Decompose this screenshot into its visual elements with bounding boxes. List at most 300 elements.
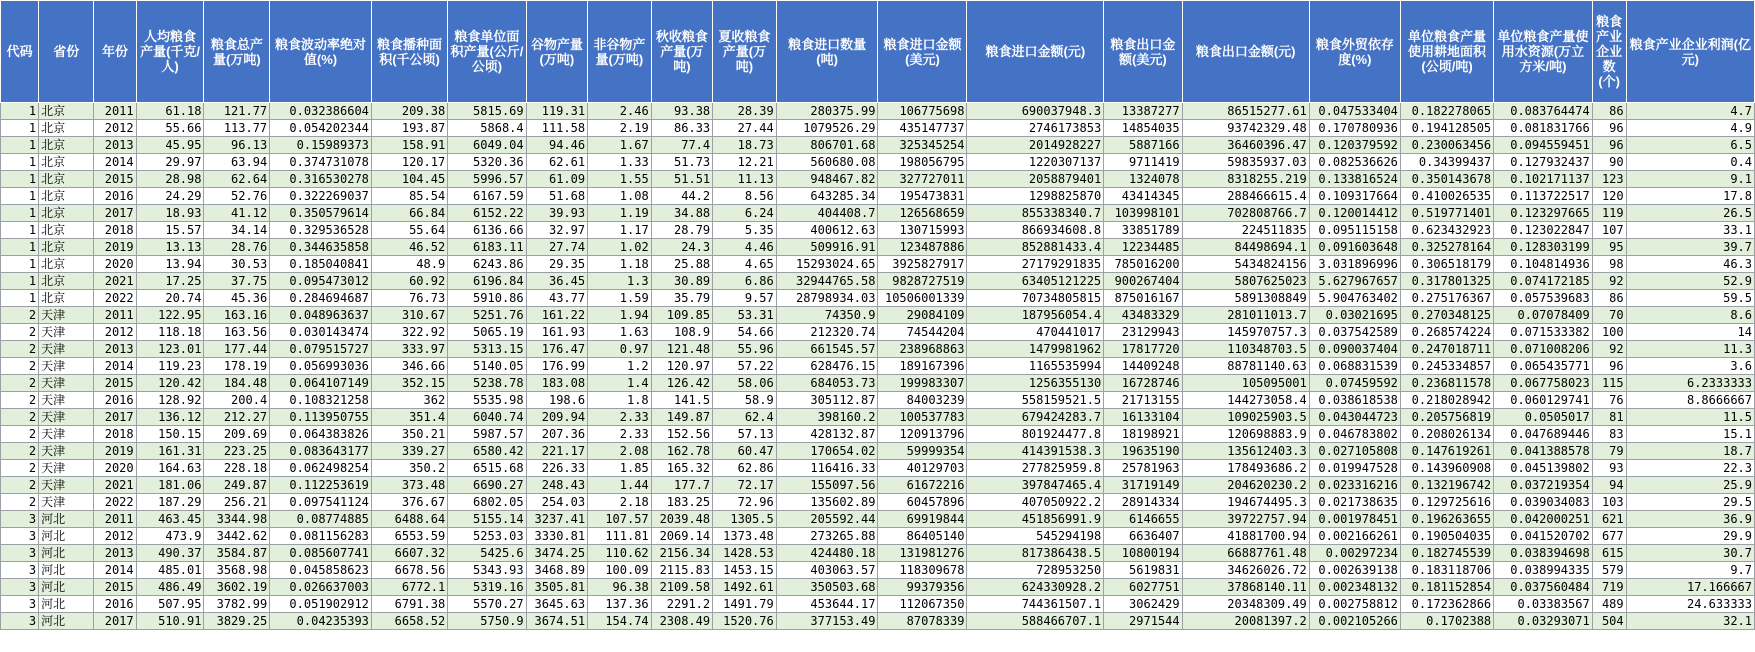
table-cell[interactable]: 817386438.5 — [967, 545, 1104, 562]
table-cell[interactable]: 62.86 — [713, 460, 777, 477]
table-cell[interactable]: 3 — [1, 579, 39, 596]
table-cell[interactable]: 110348703.5 — [1182, 341, 1309, 358]
table-cell[interactable]: 63.94 — [204, 154, 270, 171]
table-cell[interactable]: 2 — [1, 358, 39, 375]
table-cell[interactable]: 5910.86 — [448, 290, 526, 307]
table-cell[interactable]: 333.97 — [371, 341, 447, 358]
table-cell[interactable]: 109.85 — [651, 307, 712, 324]
table-cell[interactable]: 28914334 — [1104, 494, 1182, 511]
table-cell[interactable]: 322.92 — [371, 324, 447, 341]
table-cell[interactable]: 327727011 — [878, 171, 967, 188]
table-cell[interactable]: 33851789 — [1104, 222, 1182, 239]
table-cell[interactable]: 0.185040841 — [270, 256, 372, 273]
table-cell[interactable]: 0.04235393 — [270, 613, 372, 630]
table-cell[interactable]: 2.08 — [588, 443, 652, 460]
table-cell[interactable]: 163.56 — [204, 324, 270, 341]
table-cell[interactable]: 2015 — [94, 375, 136, 392]
table-cell[interactable]: 57.22 — [713, 358, 777, 375]
table-cell[interactable]: 0.196263655 — [1400, 511, 1493, 528]
table-cell[interactable]: 103 — [1592, 494, 1626, 511]
table-cell[interactable]: 天津 — [39, 426, 94, 443]
table-cell[interactable]: 2020 — [94, 256, 136, 273]
table-cell[interactable]: 3674.51 — [526, 613, 587, 630]
table-cell[interactable]: 92 — [1592, 341, 1626, 358]
table-cell[interactable]: 177.44 — [204, 341, 270, 358]
table-cell[interactable]: 0.002639138 — [1309, 562, 1400, 579]
table-cell[interactable]: 5570.27 — [448, 596, 526, 613]
table-cell[interactable]: 85.54 — [371, 188, 447, 205]
table-cell[interactable]: 123487886 — [878, 239, 967, 256]
table-cell[interactable]: 0.172362866 — [1400, 596, 1493, 613]
table-cell[interactable]: 111.81 — [588, 528, 652, 545]
table-cell[interactable]: 2.19 — [588, 120, 652, 137]
table-cell[interactable]: 59.5 — [1626, 290, 1754, 307]
table-cell[interactable]: 228.18 — [204, 460, 270, 477]
table-cell[interactable]: 河北 — [39, 579, 94, 596]
table-cell[interactable]: 0.002166261 — [1309, 528, 1400, 545]
table-cell[interactable]: 2115.83 — [651, 562, 712, 579]
table-cell[interactable]: 2012 — [94, 324, 136, 341]
table-cell[interactable]: 6690.27 — [448, 477, 526, 494]
table-cell[interactable]: 107 — [1592, 222, 1626, 239]
table-cell[interactable]: 62.61 — [526, 154, 587, 171]
table-cell[interactable]: 404408.7 — [776, 205, 878, 222]
table-cell[interactable]: 18.7 — [1626, 443, 1754, 460]
table-cell[interactable]: 5.35 — [713, 222, 777, 239]
table-cell[interactable]: 0.037560484 — [1494, 579, 1593, 596]
table-cell[interactable]: 579 — [1592, 562, 1626, 579]
table-cell[interactable]: 0.07459592 — [1309, 375, 1400, 392]
table-cell[interactable]: 6772.1 — [371, 579, 447, 596]
table-cell[interactable]: 0.120014412 — [1309, 205, 1400, 222]
table-cell[interactable]: 2017 — [94, 409, 136, 426]
table-cell[interactable]: 28798934.03 — [776, 290, 878, 307]
table-cell[interactable]: 350503.68 — [776, 579, 878, 596]
table-cell[interactable]: 0.247018711 — [1400, 341, 1493, 358]
table-cell[interactable]: 0.027105808 — [1309, 443, 1400, 460]
table-cell[interactable]: 2020 — [94, 460, 136, 477]
table-cell[interactable]: 29.9 — [1626, 528, 1754, 545]
table-cell[interactable]: 60457896 — [878, 494, 967, 511]
table-cell[interactable]: 14854035 — [1104, 120, 1182, 137]
table-cell[interactable]: 0.374731078 — [270, 154, 372, 171]
table-cell[interactable]: 6.2333333 — [1626, 375, 1754, 392]
table-cell[interactable]: 62.4 — [713, 409, 777, 426]
table-cell[interactable]: 273265.88 — [776, 528, 878, 545]
table-cell[interactable]: 2.33 — [588, 426, 652, 443]
table-cell[interactable]: 72.17 — [713, 477, 777, 494]
table-cell[interactable]: 0.057539683 — [1494, 290, 1593, 307]
table-cell[interactable]: 120913796 — [878, 426, 967, 443]
table-cell[interactable]: 92 — [1592, 273, 1626, 290]
table-cell[interactable]: 0.045858623 — [270, 562, 372, 579]
table-cell[interactable]: 39722757.94 — [1182, 511, 1309, 528]
table-cell[interactable]: 2.18 — [588, 494, 652, 511]
table-cell[interactable]: 198.6 — [526, 392, 587, 409]
table-cell[interactable]: 43414345 — [1104, 188, 1182, 205]
table-cell[interactable]: 199983307 — [878, 375, 967, 392]
table-cell[interactable]: 119.23 — [136, 358, 204, 375]
table-cell[interactable]: 0.002348132 — [1309, 579, 1400, 596]
table-cell[interactable]: 362 — [371, 392, 447, 409]
table-cell[interactable]: 26.5 — [1626, 205, 1754, 222]
table-cell[interactable]: 2019 — [94, 239, 136, 256]
table-cell[interactable]: 2014 — [94, 154, 136, 171]
table-cell[interactable]: 2018 — [94, 426, 136, 443]
table-cell[interactable]: 9828727519 — [878, 273, 967, 290]
table-cell[interactable]: 2.33 — [588, 409, 652, 426]
table-cell[interactable]: 51.68 — [526, 188, 587, 205]
table-cell[interactable]: 0.085607741 — [270, 545, 372, 562]
table-cell[interactable]: 473.9 — [136, 528, 204, 545]
table-cell[interactable]: 424480.18 — [776, 545, 878, 562]
table-cell[interactable]: 6636407 — [1104, 528, 1182, 545]
table-cell[interactable]: 507.95 — [136, 596, 204, 613]
table-cell[interactable]: 93.38 — [651, 103, 712, 120]
table-cell[interactable]: 96 — [1592, 137, 1626, 154]
table-cell[interactable]: 8.56 — [713, 188, 777, 205]
table-cell[interactable]: 184.48 — [204, 375, 270, 392]
table-cell[interactable]: 2011 — [94, 103, 136, 120]
table-cell[interactable]: 0.042000251 — [1494, 511, 1593, 528]
table-cell[interactable]: 121.48 — [651, 341, 712, 358]
table-cell[interactable]: 83 — [1592, 426, 1626, 443]
table-cell[interactable]: 144273058.4 — [1182, 392, 1309, 409]
table-cell[interactable]: 120 — [1592, 188, 1626, 205]
table-cell[interactable]: 天津 — [39, 494, 94, 511]
table-cell[interactable]: 0.097541124 — [270, 494, 372, 511]
table-cell[interactable]: 6488.64 — [371, 511, 447, 528]
header-cell[interactable]: 粮食产业企业利润(亿元) — [1626, 1, 1754, 103]
table-cell[interactable]: 54.66 — [713, 324, 777, 341]
table-cell[interactable]: 河北 — [39, 528, 94, 545]
table-cell[interactable]: 61.18 — [136, 103, 204, 120]
header-cell[interactable]: 谷物产量(万吨) — [526, 1, 587, 103]
table-cell[interactable]: 2014928227 — [967, 137, 1104, 154]
table-cell[interactable]: 17.25 — [136, 273, 204, 290]
table-cell[interactable]: 河北 — [39, 545, 94, 562]
table-cell[interactable]: 181.06 — [136, 477, 204, 494]
table-cell[interactable]: 15.1 — [1626, 426, 1754, 443]
table-cell[interactable]: 16728746 — [1104, 375, 1182, 392]
table-cell[interactable]: 2 — [1, 494, 39, 511]
table-cell[interactable]: 183.25 — [651, 494, 712, 511]
table-cell[interactable]: 30.89 — [651, 273, 712, 290]
table-cell[interactable]: 0.190504035 — [1400, 528, 1493, 545]
table-cell[interactable]: 36.9 — [1626, 511, 1754, 528]
table-cell[interactable]: 0.002758812 — [1309, 596, 1400, 613]
table-cell[interactable]: 2012 — [94, 120, 136, 137]
table-cell[interactable]: 87078339 — [878, 613, 967, 630]
table-cell[interactable]: 193.87 — [371, 120, 447, 137]
table-cell[interactable]: 1 — [1, 137, 39, 154]
table-cell[interactable]: 325345254 — [878, 137, 967, 154]
table-cell[interactable]: 1298825870 — [967, 188, 1104, 205]
table-cell[interactable]: 61672216 — [878, 477, 967, 494]
table-cell[interactable]: 1.18 — [588, 256, 652, 273]
table-cell[interactable]: 52.9 — [1626, 273, 1754, 290]
table-cell[interactable]: 3344.98 — [204, 511, 270, 528]
table-cell[interactable]: 11.3 — [1626, 341, 1754, 358]
table-cell[interactable]: 104.45 — [371, 171, 447, 188]
table-cell[interactable]: 9711419 — [1104, 154, 1182, 171]
table-cell[interactable]: 3330.81 — [526, 528, 587, 545]
table-cell[interactable]: 北京 — [39, 222, 94, 239]
table-cell[interactable]: 74544204 — [878, 324, 967, 341]
table-cell[interactable]: 509916.91 — [776, 239, 878, 256]
table-cell[interactable]: 351.4 — [371, 409, 447, 426]
table-cell[interactable]: 485.01 — [136, 562, 204, 579]
table-cell[interactable]: 1324078 — [1104, 171, 1182, 188]
table-cell[interactable]: 435147737 — [878, 120, 967, 137]
table-cell[interactable]: 17817720 — [1104, 341, 1182, 358]
table-cell[interactable]: 5887166 — [1104, 137, 1182, 154]
table-cell[interactable]: 60.92 — [371, 273, 447, 290]
table-cell[interactable]: 224511835 — [1182, 222, 1309, 239]
table-cell[interactable]: 346.66 — [371, 358, 447, 375]
table-cell[interactable]: 0.079515727 — [270, 341, 372, 358]
table-cell[interactable]: 866934608.8 — [967, 222, 1104, 239]
table-cell[interactable]: 86515277.61 — [1182, 103, 1309, 120]
table-cell[interactable]: 135602.89 — [776, 494, 878, 511]
table-cell[interactable]: 0.039034083 — [1494, 494, 1593, 511]
table-cell[interactable]: 195473831 — [878, 188, 967, 205]
table-cell[interactable]: 212.27 — [204, 409, 270, 426]
table-cell[interactable]: 3505.81 — [526, 579, 587, 596]
table-cell[interactable]: 414391538.3 — [967, 443, 1104, 460]
table-cell[interactable]: 0.236811578 — [1400, 375, 1493, 392]
table-cell[interactable]: 277825959.8 — [967, 460, 1104, 477]
table-cell[interactable]: 0.623432923 — [1400, 222, 1493, 239]
table-cell[interactable]: 3925827917 — [878, 256, 967, 273]
table-cell[interactable]: 0.037542589 — [1309, 324, 1400, 341]
table-cell[interactable]: 93742329.48 — [1182, 120, 1309, 137]
table-cell[interactable]: 9.7 — [1626, 562, 1754, 579]
table-cell[interactable]: 1520.76 — [713, 613, 777, 630]
table-cell[interactable]: 350.2 — [371, 460, 447, 477]
table-cell[interactable]: 北京 — [39, 256, 94, 273]
table-cell[interactable]: 34626026.72 — [1182, 562, 1309, 579]
table-cell[interactable]: 352.15 — [371, 375, 447, 392]
table-cell[interactable]: 1.3 — [588, 273, 652, 290]
header-cell[interactable]: 粮食进口数量(吨) — [776, 1, 878, 103]
header-cell[interactable]: 粮食进口金额(元) — [967, 1, 1104, 103]
table-cell[interactable]: 0.245334857 — [1400, 358, 1493, 375]
table-cell[interactable]: 86.33 — [651, 120, 712, 137]
table-cell[interactable]: 1.94 — [588, 307, 652, 324]
table-cell[interactable]: 72.96 — [713, 494, 777, 511]
table-cell[interactable]: 51.73 — [651, 154, 712, 171]
table-cell[interactable]: 6049.04 — [448, 137, 526, 154]
table-cell[interactable]: 288466615.4 — [1182, 188, 1309, 205]
table-cell[interactable]: 248.43 — [526, 477, 587, 494]
table-cell[interactable]: 6196.84 — [448, 273, 526, 290]
table-cell[interactable]: 744361507.1 — [967, 596, 1104, 613]
table-cell[interactable]: 0.129725616 — [1400, 494, 1493, 511]
table-cell[interactable]: 11.5 — [1626, 409, 1754, 426]
table-cell[interactable]: 6791.38 — [371, 596, 447, 613]
table-cell[interactable]: 119 — [1592, 205, 1626, 222]
table-cell[interactable]: 28.79 — [651, 222, 712, 239]
table-cell[interactable]: 30.7 — [1626, 545, 1754, 562]
table-cell[interactable]: 96 — [1592, 358, 1626, 375]
table-cell[interactable]: 2015 — [94, 579, 136, 596]
table-cell[interactable]: 94.46 — [526, 137, 587, 154]
table-cell[interactable]: 178.19 — [204, 358, 270, 375]
table-cell[interactable]: 310.67 — [371, 307, 447, 324]
table-cell[interactable]: 0.143960908 — [1400, 460, 1493, 477]
table-cell[interactable]: 45.36 — [204, 290, 270, 307]
table-cell[interactable]: 20081397.2 — [1182, 613, 1309, 630]
table-cell[interactable]: 2 — [1, 392, 39, 409]
table-cell[interactable]: 198056795 — [878, 154, 967, 171]
table-cell[interactable]: 855338340.7 — [967, 205, 1104, 222]
table-cell[interactable]: 621 — [1592, 511, 1626, 528]
table-cell[interactable]: 643285.34 — [776, 188, 878, 205]
table-cell[interactable]: 96.13 — [204, 137, 270, 154]
header-cell[interactable]: 粮食波动率绝对值(%) — [270, 1, 372, 103]
table-cell[interactable]: 0.068831539 — [1309, 358, 1400, 375]
table-cell[interactable]: 77.4 — [651, 137, 712, 154]
header-cell[interactable]: 粮食出口金额(美元) — [1104, 1, 1182, 103]
table-cell[interactable]: 6040.74 — [448, 409, 526, 426]
table-cell[interactable]: 86405140 — [878, 528, 967, 545]
table-cell[interactable]: 27179291835 — [967, 256, 1104, 273]
table-cell[interactable]: 0.109317664 — [1309, 188, 1400, 205]
table-cell[interactable]: 1 — [1, 205, 39, 222]
table-cell[interactable]: 0.08774885 — [270, 511, 372, 528]
table-cell[interactable]: 20.74 — [136, 290, 204, 307]
table-cell[interactable]: 339.27 — [371, 443, 447, 460]
table-cell[interactable]: 0.045139802 — [1494, 460, 1593, 477]
table-cell[interactable]: 2021 — [94, 477, 136, 494]
table-cell[interactable]: 152.56 — [651, 426, 712, 443]
table-cell[interactable]: 34.14 — [204, 222, 270, 239]
table-cell[interactable]: 2746173853 — [967, 120, 1104, 137]
table-cell[interactable]: 377153.49 — [776, 613, 878, 630]
table-cell[interactable]: 57.13 — [713, 426, 777, 443]
table-cell[interactable]: 0.048963637 — [270, 307, 372, 324]
table-cell[interactable]: 451856991.9 — [967, 511, 1104, 528]
table-cell[interactable]: 59999354 — [878, 443, 967, 460]
table-cell[interactable]: 305112.87 — [776, 392, 878, 409]
table-cell[interactable]: 0.047689446 — [1494, 426, 1593, 443]
table-cell[interactable]: 9.1 — [1626, 171, 1754, 188]
table-cell[interactable]: 1453.15 — [713, 562, 777, 579]
table-cell[interactable]: 176.47 — [526, 341, 587, 358]
table-cell[interactable]: 86 — [1592, 290, 1626, 307]
table-cell[interactable]: 2018 — [94, 222, 136, 239]
table-cell[interactable]: 6580.42 — [448, 443, 526, 460]
table-cell[interactable]: 0.519771401 — [1400, 205, 1493, 222]
table-cell[interactable]: 875016167 — [1104, 290, 1182, 307]
table-cell[interactable]: 0.023316216 — [1309, 477, 1400, 494]
table-cell[interactable]: 0.113950755 — [270, 409, 372, 426]
table-cell[interactable]: 5807625023 — [1182, 273, 1309, 290]
table-cell[interactable]: 397847465.4 — [967, 477, 1104, 494]
table-cell[interactable]: 806701.68 — [776, 137, 878, 154]
table-cell[interactable]: 0.094559451 — [1494, 137, 1593, 154]
table-cell[interactable]: 14 — [1626, 324, 1754, 341]
table-cell[interactable]: 463.45 — [136, 511, 204, 528]
table-cell[interactable]: 5238.78 — [448, 375, 526, 392]
table-cell[interactable]: 20348309.49 — [1182, 596, 1309, 613]
table-cell[interactable]: 624330928.2 — [967, 579, 1104, 596]
table-cell[interactable]: 2014 — [94, 562, 136, 579]
table-cell[interactable]: 113.77 — [204, 120, 270, 137]
table-cell[interactable]: 6.5 — [1626, 137, 1754, 154]
table-cell[interactable]: 131981276 — [878, 545, 967, 562]
table-cell[interactable]: 161.31 — [136, 443, 204, 460]
table-cell[interactable]: 560680.08 — [776, 154, 878, 171]
table-cell[interactable]: 4.65 — [713, 256, 777, 273]
table-cell[interactable]: 18198921 — [1104, 426, 1182, 443]
table-cell[interactable]: 66.84 — [371, 205, 447, 222]
table-cell[interactable]: 510.91 — [136, 613, 204, 630]
table-cell[interactable]: 2013 — [94, 137, 136, 154]
table-cell[interactable]: 785016200 — [1104, 256, 1182, 273]
table-cell[interactable]: 123 — [1592, 171, 1626, 188]
table-cell[interactable]: 北京 — [39, 273, 94, 290]
table-cell[interactable]: 0.108321258 — [270, 392, 372, 409]
header-cell[interactable]: 人均粮食产量(千克/人) — [136, 1, 204, 103]
table-cell[interactable]: 5251.76 — [448, 307, 526, 324]
header-cell[interactable]: 单位粮食产量使用水资源(万立方米/吨) — [1494, 1, 1593, 103]
table-cell[interactable]: 0.054202344 — [270, 120, 372, 137]
table-cell[interactable]: 天津 — [39, 392, 94, 409]
table-cell[interactable]: 10506001339 — [878, 290, 967, 307]
table-cell[interactable]: 河北 — [39, 613, 94, 630]
table-cell[interactable]: 1.4 — [588, 375, 652, 392]
table-cell[interactable]: 103998101 — [1104, 205, 1182, 222]
table-cell[interactable]: 2019 — [94, 443, 136, 460]
table-cell[interactable]: 1079526.29 — [776, 120, 878, 137]
table-cell[interactable]: 2058879401 — [967, 171, 1104, 188]
table-cell[interactable]: 0.071533382 — [1494, 324, 1593, 341]
table-cell[interactable]: 61.09 — [526, 171, 587, 188]
table-cell[interactable]: 11.13 — [713, 171, 777, 188]
table-cell[interactable]: 0.183118706 — [1400, 562, 1493, 579]
table-cell[interactable]: 2 — [1, 409, 39, 426]
table-cell[interactable]: 158.91 — [371, 137, 447, 154]
table-cell[interactable]: 0.041388578 — [1494, 443, 1593, 460]
table-cell[interactable]: 1220307137 — [967, 154, 1104, 171]
table-cell[interactable]: 176.99 — [526, 358, 587, 375]
table-cell[interactable]: 6183.11 — [448, 239, 526, 256]
table-cell[interactable]: 2 — [1, 375, 39, 392]
table-cell[interactable]: 3474.25 — [526, 545, 587, 562]
table-cell[interactable]: 44.2 — [651, 188, 712, 205]
table-cell[interactable]: 5343.93 — [448, 562, 526, 579]
table-cell[interactable]: 北京 — [39, 171, 94, 188]
table-cell[interactable]: 90 — [1592, 154, 1626, 171]
table-cell[interactable]: 3 — [1, 562, 39, 579]
table-cell[interactable]: 1491.79 — [713, 596, 777, 613]
table-cell[interactable]: 177.7 — [651, 477, 712, 494]
table-cell[interactable]: 5155.14 — [448, 511, 526, 528]
table-cell[interactable]: 76 — [1592, 392, 1626, 409]
table-cell[interactable]: 0.344635858 — [270, 239, 372, 256]
table-cell[interactable]: 6.24 — [713, 205, 777, 222]
table-cell[interactable]: 3 — [1, 528, 39, 545]
table-cell[interactable]: 2069.14 — [651, 528, 712, 545]
table-cell[interactable]: 5750.9 — [448, 613, 526, 630]
table-cell[interactable]: 天津 — [39, 307, 94, 324]
table-cell[interactable]: 221.17 — [526, 443, 587, 460]
table-cell[interactable]: 490.37 — [136, 545, 204, 562]
table-cell[interactable]: 112067350 — [878, 596, 967, 613]
table-cell[interactable]: 1373.48 — [713, 528, 777, 545]
